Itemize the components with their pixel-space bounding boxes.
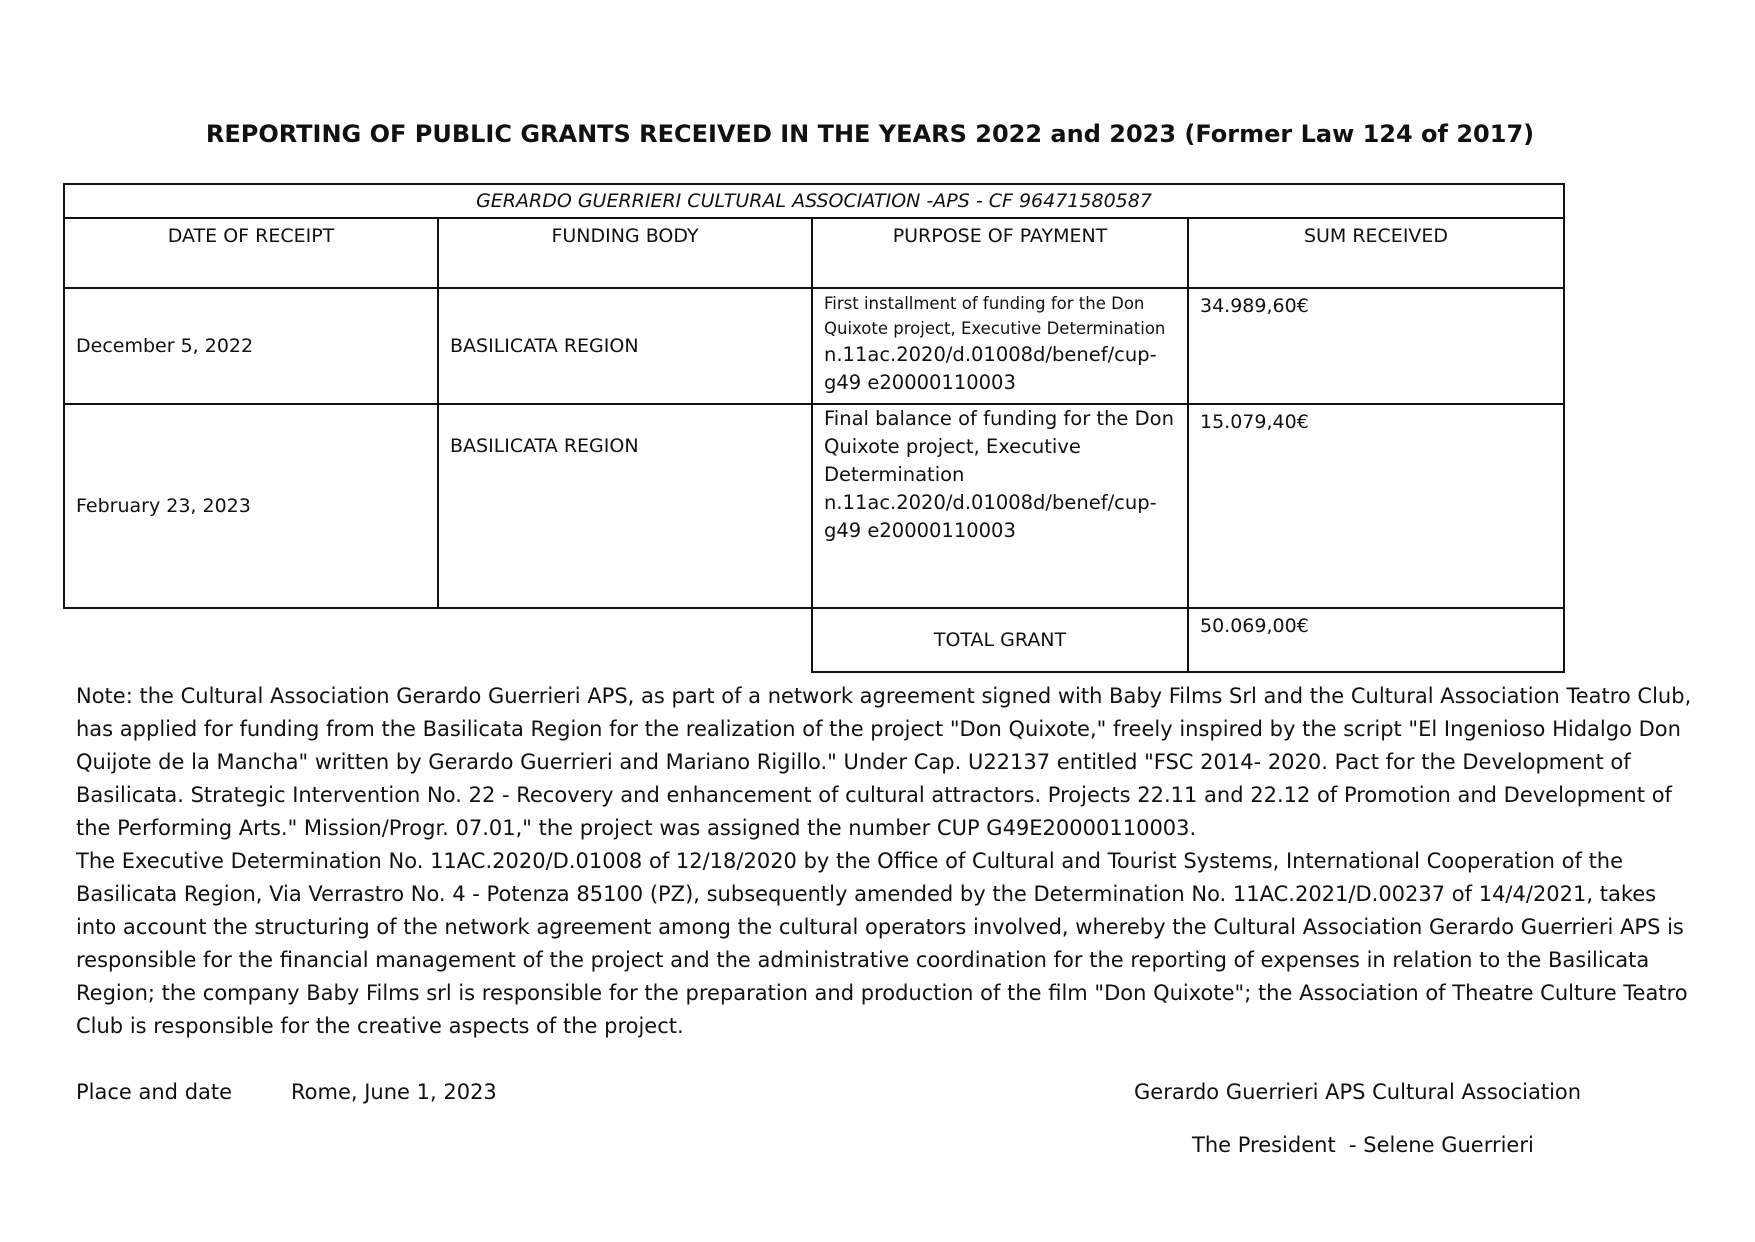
document-title: REPORTING OF PUBLIC GRANTS RECEIVED IN THE YEARS 2022 and 2023 (Former Law 124 of 2017) xyxy=(205,120,1535,148)
empty-cell xyxy=(438,608,812,672)
sum-cell: 34.989,60€ xyxy=(1188,288,1564,404)
date-cell: December 5, 2022 xyxy=(64,288,438,404)
total-value: 50.069,00€ xyxy=(1188,608,1564,672)
purpose-intro: Final balance of funding for the Don Quixote project, Executive Determination xyxy=(824,407,1174,486)
purpose-intro: First installment of funding for the Don Quixote project, Executive Determination xyxy=(824,294,1166,338)
place-date-value: Rome, June 1, 2023 xyxy=(291,1080,497,1104)
column-header-row xyxy=(64,218,1564,288)
association-header: GERARDO GUERRIERI CULTURAL ASSOCIATION -APS - CF 96471580587 xyxy=(64,184,1564,218)
funding-body-cell: BASILICATA REGION xyxy=(438,404,812,608)
column-header-sum: SUM RECEIVED xyxy=(1188,218,1564,288)
date-cell: February 23, 2023 xyxy=(64,404,438,608)
purpose-reference: n.11ac.2020/d.01008d/benef/cup-g49 e20000110003 xyxy=(824,491,1157,542)
table-row xyxy=(64,404,1564,608)
column-header-funding-body: FUNDING BODY xyxy=(438,218,812,288)
signatory-organization: Gerardo Guerrieri APS Cultural Association xyxy=(1134,1080,1582,1104)
column-header-date: DATE OF RECEIPT xyxy=(64,218,438,288)
signatory-name: The President - Selene Guerrieri xyxy=(1192,1133,1534,1157)
note-paragraph: The Executive Determination No. 11AC.2020/D.01008 of 12/18/2020 by the Office of Cultural and Tourist Systems, International Cooperation of the Basilicata Region, Via Verrastro No. 4 - Potenza 85100 (PZ), subsequently amended by the Determination No. 11AC.2021/D.00237 of 14/4/2021, takes into account the structuring of the network agreement among the cultural operators involved, whereby the Cultural Association Gerardo Guerrieri APS is responsible for the financial management of the project and the administrative coordination for the reporting of expenses in relation to the Basilicata Region; the company Baby Films srl is responsible for the preparation and production of the film "Don Quixote"; the Association of Theatre Culture Teatro Club is responsible for the creative aspects of the project. xyxy=(76,849,1688,1038)
purpose-reference: n.11ac.2020/d.01008d/benef/cup-g49 e20000110003 xyxy=(824,343,1157,394)
sum-cell: 15.079,40€ xyxy=(1188,404,1564,608)
note-section xyxy=(76,680,1696,1043)
purpose-cell xyxy=(812,404,1188,608)
funding-body-cell: BASILICATA REGION xyxy=(438,288,812,404)
table-row xyxy=(64,288,1564,404)
note-paragraph: Note: the Cultural Association Gerardo Guerrieri APS, as part of a network agreement signed with Baby Films Srl and the Cultural Association Teatro Club, has applied for funding from the Basilicata Region for the realization of the project "Don Quixote," freely inspired by the script "El Ingenioso Hidalgo Don Quijote de la Mancha" written by Gerardo Guerrieri and Mariano Rigillo." Under Cap. U22137 entitled "FSC 2014- 2020. Pact for the Development of Basilicata. Strategic Intervention No. 22 - Recovery and enhancement of cultural attractors. Projects 22.11 and 22.12 of Promotion and Development of the Performing Arts." Mission/Progr. 07.01," the project was assigned the number CUP G49E20000110003. xyxy=(76,684,1692,840)
total-row xyxy=(64,608,1564,672)
empty-cell xyxy=(64,608,438,672)
place-label: Place and date xyxy=(76,1080,233,1104)
total-label: TOTAL GRANT xyxy=(812,608,1188,672)
grants-table xyxy=(63,183,1565,673)
association-header-row xyxy=(64,184,1564,218)
purpose-cell xyxy=(812,288,1188,404)
column-header-purpose: PURPOSE OF PAYMENT xyxy=(812,218,1188,288)
